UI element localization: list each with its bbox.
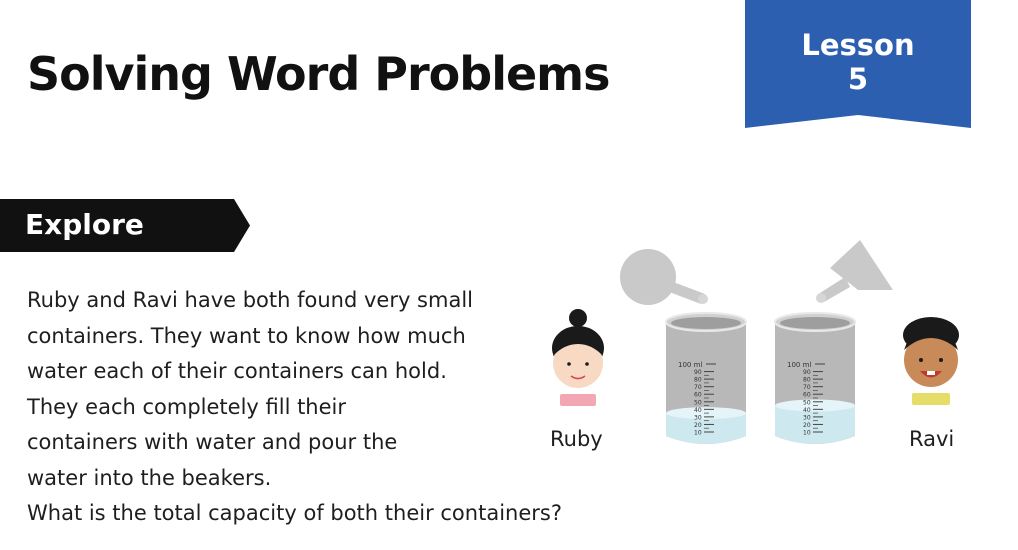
tick-label: 10 (803, 429, 811, 437)
lesson-badge (745, 0, 971, 130)
problem-line: containers. They want to know how much (27, 323, 466, 348)
page-title: Solving Word Problems (27, 47, 610, 101)
tick-label: 80 (803, 376, 811, 384)
tick-label: 70 (803, 384, 811, 392)
conical-flask-icon (816, 240, 893, 303)
problem-question: What is the total capacity of both their containers? (27, 501, 562, 525)
tick-label: 60 (694, 391, 702, 399)
round-flask-icon (620, 249, 708, 305)
problem-line: Ruby and Ravi have both found very small (27, 288, 473, 312)
tick-label: 80 (694, 376, 702, 384)
tick-label: 20 (803, 421, 811, 429)
boy-face-icon (903, 317, 959, 405)
tick-label: 90 (803, 369, 811, 377)
problem-line: containers with water and pour the (27, 430, 398, 454)
tick-label: 30 (694, 414, 702, 422)
problem-line: They each completely fill their (27, 394, 347, 419)
explore-banner (0, 199, 250, 252)
scale-label: 100 ml (787, 361, 812, 369)
tick-label: 40 (694, 406, 702, 414)
tick-label: 20 (694, 421, 702, 429)
tick-label: 10 (694, 429, 702, 437)
tick-label: 60 (803, 391, 811, 399)
problem-line: water into the beakers. (27, 465, 272, 490)
lesson-word: Lesson (801, 28, 915, 62)
beaker (775, 313, 855, 444)
tick-label: 40 (803, 406, 811, 414)
tick-label: 90 (694, 369, 702, 377)
section-label: Explore (25, 208, 144, 241)
scale-label: 100 ml (678, 361, 703, 369)
tick-label: 50 (694, 399, 702, 407)
lesson-label (745, 28, 971, 96)
tick-label: 30 (803, 414, 811, 422)
lesson-number: 5 (847, 62, 869, 96)
girl-face-icon (552, 309, 604, 406)
tick-label: 70 (694, 384, 702, 392)
tick-label: 50 (803, 399, 811, 407)
beakers (666, 313, 855, 444)
problem-line: water each of their containers can hold. (27, 359, 447, 383)
beaker (666, 313, 746, 444)
illustration (540, 230, 980, 460)
character-name-ruby: Ruby (550, 427, 603, 451)
character-name-ravi: Ravi (909, 427, 955, 451)
